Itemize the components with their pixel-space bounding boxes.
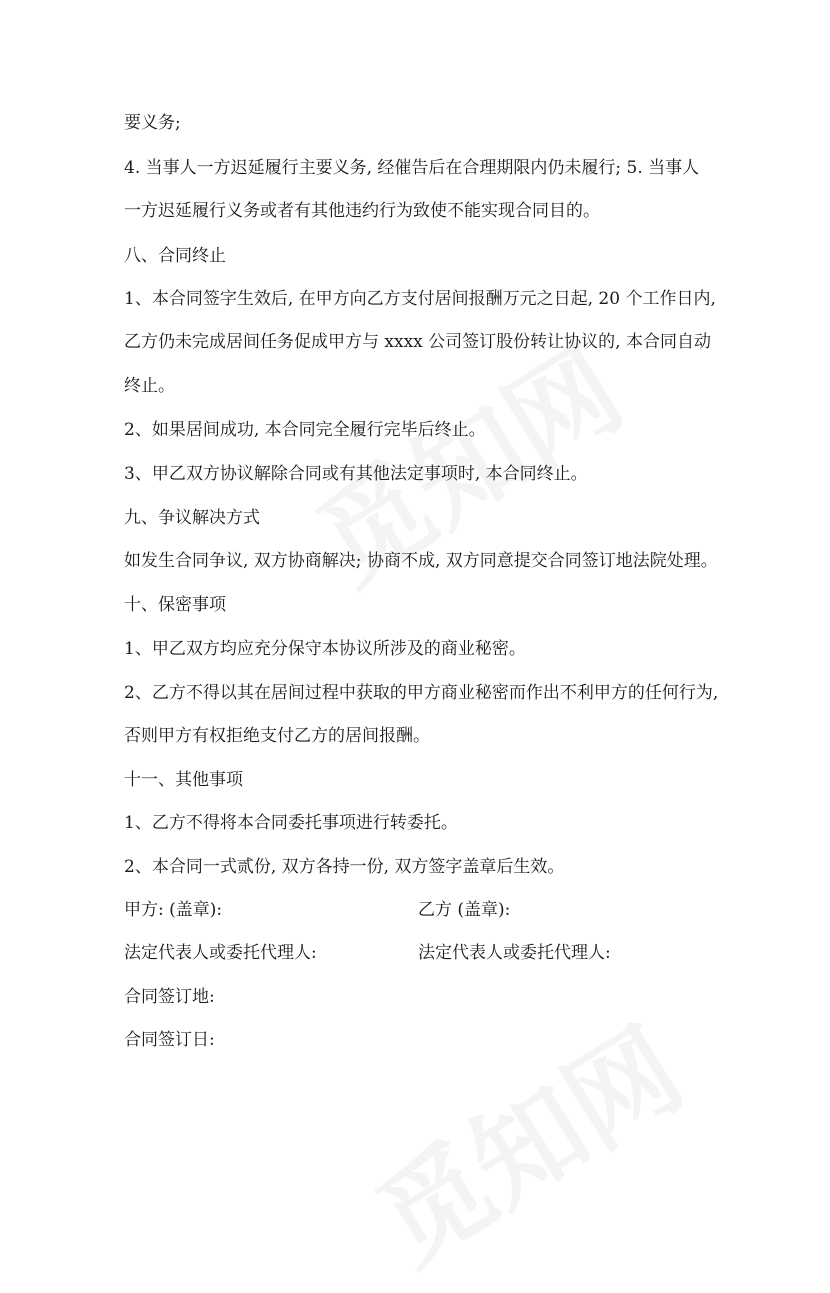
contract-date-label: 合同签订日: [124,1030,215,1050]
paragraph-line: 2、乙方不得以其在居间过程中获取的甲方商业秘密而作出不利甲方的任何行为, [124,683,719,703]
paragraph-line: 否则甲方有权拒绝支付乙方的居间报酬。 [124,726,430,746]
party-b-seal-label: 乙方 (盖章): [418,900,511,920]
contract-place-label: 合同签订地: [124,987,215,1007]
paragraph-line: 1、本合同签字生效后, 在甲方向乙方支付居间报酬万元之日起, 20 个工作日内, [124,289,716,309]
paragraph-line: 1、甲乙双方均应充分保守本协议所涉及的商业秘密。 [124,639,526,659]
paragraph-line: 终止。 [124,376,175,396]
paragraph-line: 2、如果居间成功, 本合同完全履行完毕后终止。 [124,420,486,440]
paragraph-line: 2、本合同一式贰份, 双方各持一份, 双方签字盖章后生效。 [124,857,565,877]
paragraph-line: 一方迟延履行义务或者有其他违约行为致使不能实现合同目的。 [124,201,600,221]
paragraph-line: 乙方仍未完成居间任务促成甲方与 xxxx 公司签订股份转让协议的, 本合同自动 [124,332,711,352]
section-heading-10: 十、保密事项 [124,595,226,615]
paragraph-line: 1、乙方不得将本合同委托事项进行转委托。 [124,813,458,833]
paragraph-line: 要义务; [124,113,181,133]
paragraph-line: 3、甲乙双方协议解除合同或有其他法定事项时, 本合同终止。 [124,464,588,484]
party-b-representative-label: 法定代表人或委托代理人: [418,943,611,963]
paragraph-line: 如发生合同争议, 双方协商解决; 协商不成, 双方同意提交合同签订地法院处理。 [124,551,718,571]
paragraph-line: 4. 当事人一方迟延履行主要义务, 经催告后在合理期限内仍未履行; 5. 当事人 [124,158,700,178]
section-heading-11: 十一、其他事项 [124,770,243,790]
party-a-seal-label: 甲方: (盖章): [124,900,223,920]
section-heading-8: 八、合同终止 [124,246,226,266]
section-heading-9: 九、争议解决方式 [124,508,260,528]
party-a-representative-label: 法定代表人或委托代理人: [124,943,317,963]
